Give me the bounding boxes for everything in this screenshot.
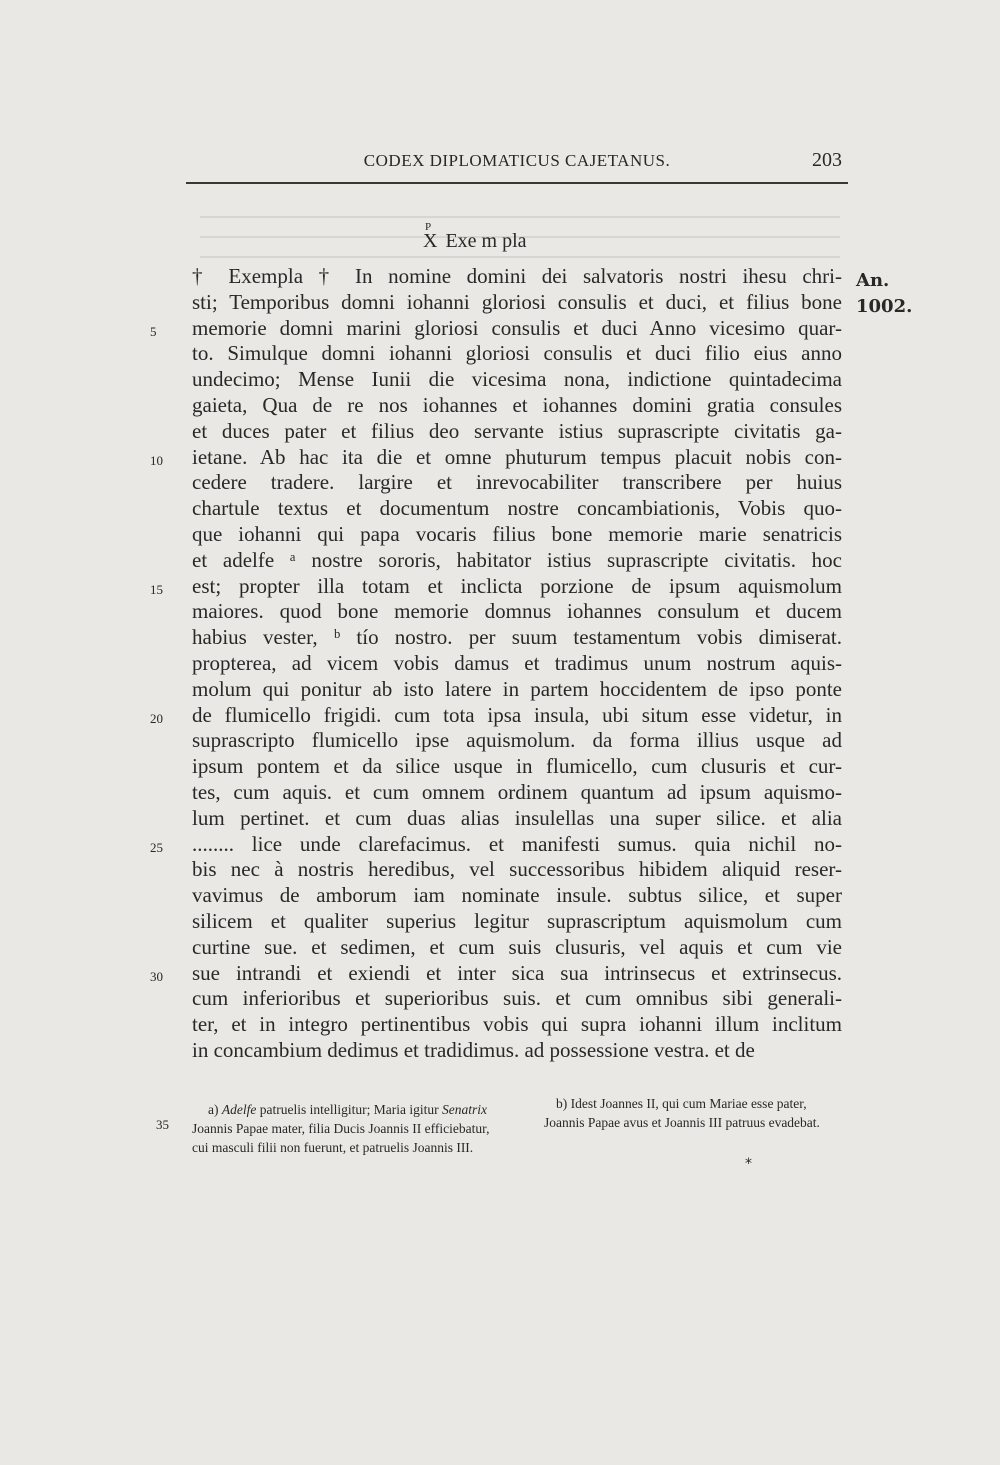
text-line: et adelfe ᵃ nostre sororis, habitator istius suprascripte civitatis. hoc — [192, 547, 842, 572]
text-line: † Exempla † In nomine domini dei salvatoris nostri ihesu chri- — [192, 264, 842, 288]
text-line: lum pertinet. et cum duas alias insulellas una super silice. et alia — [192, 805, 842, 830]
heading-text: Exe m pla — [445, 230, 527, 252]
running-title: CODEX DIPLOMATICUS CAJETANUS. — [363, 151, 671, 170]
abbreviation-mark — [423, 221, 438, 253]
page-number: 203 — [812, 149, 842, 171]
text-line: chartule textus et documentum nostre concambiationis, Vobis quo- — [192, 496, 842, 521]
text-line: maiores. quod bone memorie domnus iohannes consulum et ducem — [192, 599, 842, 624]
text-line: sue intrandi et exiendi et inter sica sua intrinsecus et extrinsecus. — [192, 960, 842, 985]
footnote-a-text-2: Joannis Papae mater, filia Ducis Joannis II efficiebatur, cui masculi filii non fuerunt, et patruelis Joannis III. — [192, 1121, 490, 1155]
text-line: memorie domni marini gloriosi consulis et duci Anno vicesimo quar- — [192, 315, 842, 340]
text-line: in concambium dedimus et tradidimus. ad possessione vestra. et de — [192, 1037, 755, 1062]
text-line: est; propter illa totam et inclicta porzione de ipsum aquismolum — [192, 573, 842, 598]
footnote-a-marker: a) — [208, 1102, 219, 1117]
footnote-line-number: 35 — [156, 1117, 169, 1132]
line-number: 30 — [150, 968, 163, 984]
document-heading — [423, 221, 527, 253]
line-number: 10 — [150, 452, 163, 468]
margin-year-value: 1002. — [856, 296, 913, 317]
text-line: habius vester, ᵇ tío nostro. per suum testamentum vobis dimiserat. — [192, 625, 842, 650]
line-number: 15 — [150, 581, 163, 597]
text-line: sti; Temporibus domni iohanni gloriosi consulis et duci, et filius bone — [192, 289, 842, 314]
text-line: et duces pater et filius deo servante istius suprascripte civitatis ga- — [192, 418, 842, 443]
text-line: ipsum pontem et da silice usque in flumicello, cum clusuris et cur- — [192, 754, 842, 779]
text-line: ietane. Ab hac ita die et omne phuturum tempus placuit nobis con- — [192, 444, 842, 469]
footnote-a-italic-1: Adelfe — [221, 1102, 257, 1117]
asterisk-mark: * — [745, 1156, 752, 1172]
text-line: to. Simulque domni iohanni gloriosi consulis et duci filio eius anno — [192, 341, 842, 366]
footnote-a-text-1: patruelis intelligitur; Maria igitur — [256, 1102, 442, 1117]
line-number: 20 — [150, 710, 163, 726]
abbreviation-mark-superscript: P — [425, 221, 432, 233]
text-line: molum qui ponitur ab isto latere in partem hoccidentem de ipso ponte — [192, 676, 842, 701]
text-line: ........ lice unde clarefacimus. et manifesti sumus. quia nichil no- — [192, 831, 842, 856]
text-line: curtine sue. et sedimen, et cum suis clusuris, vel aquis et cum vie — [192, 934, 842, 959]
abbreviation-mark-letter: X — [423, 230, 438, 252]
footnotes — [192, 1096, 844, 1157]
footnote-a-italic-2: Senatrix — [441, 1102, 487, 1117]
line-number: 5 — [150, 323, 157, 339]
text-line: undecimo; Mense Iunii die vicesima nona, indictione quintadecima — [192, 367, 842, 392]
text-line: silicem et qualiter superius legitur suprascriptum aquismolum cum — [192, 908, 842, 933]
running-head — [186, 147, 848, 173]
text-line: cum inferioribus et superioribus suis. et cum omnibus sibi generali- — [192, 986, 842, 1011]
text-line: gaieta, Qua de re nos iohannes et iohannes domini gratia consules — [192, 392, 842, 417]
body-text — [192, 264, 842, 1064]
text-line: bis nec à nostris heredibus, vel successoribus hibidem aliquid reser- — [192, 857, 842, 882]
text-line: de flumicello frigidi. cum tota ipsa insula, ubi situm esse videtur, in — [192, 702, 842, 727]
text-line: propterea, ad vicem vobis damus et tradimus unum nostrum aquis- — [192, 650, 842, 675]
text-line: cedere tradere. largire et inrevocabiliter transcribere per huius — [192, 470, 842, 495]
text-line: que iohanni qui papa vocaris filius bone memorie marie senatricis — [192, 521, 842, 546]
line-number: 25 — [150, 839, 163, 855]
footnote-a — [192, 1100, 502, 1157]
text-line: ter, et in integro pertinentibus vobis qui supra iohanni illum inclitum — [192, 1012, 842, 1037]
text-line: vavimus de amborum iam nominate insule. subtus silice, et super — [192, 883, 842, 908]
footnote-b: b) Idest Joannes II, qui cum Mariae esse pater, Joannis Papae avus et Joannis III patruus evadebat. — [544, 1096, 820, 1130]
header-rule — [186, 182, 848, 184]
margin-year-label: An. — [856, 270, 890, 291]
text-line: suprascripto flumicello ipse aquismolum. da forma illius usque ad — [192, 728, 842, 753]
margin-year-note — [856, 268, 956, 320]
text-line: tes, cum aquis. et cum omnem ordinem quantum ad ipsum aquismo- — [192, 779, 842, 804]
